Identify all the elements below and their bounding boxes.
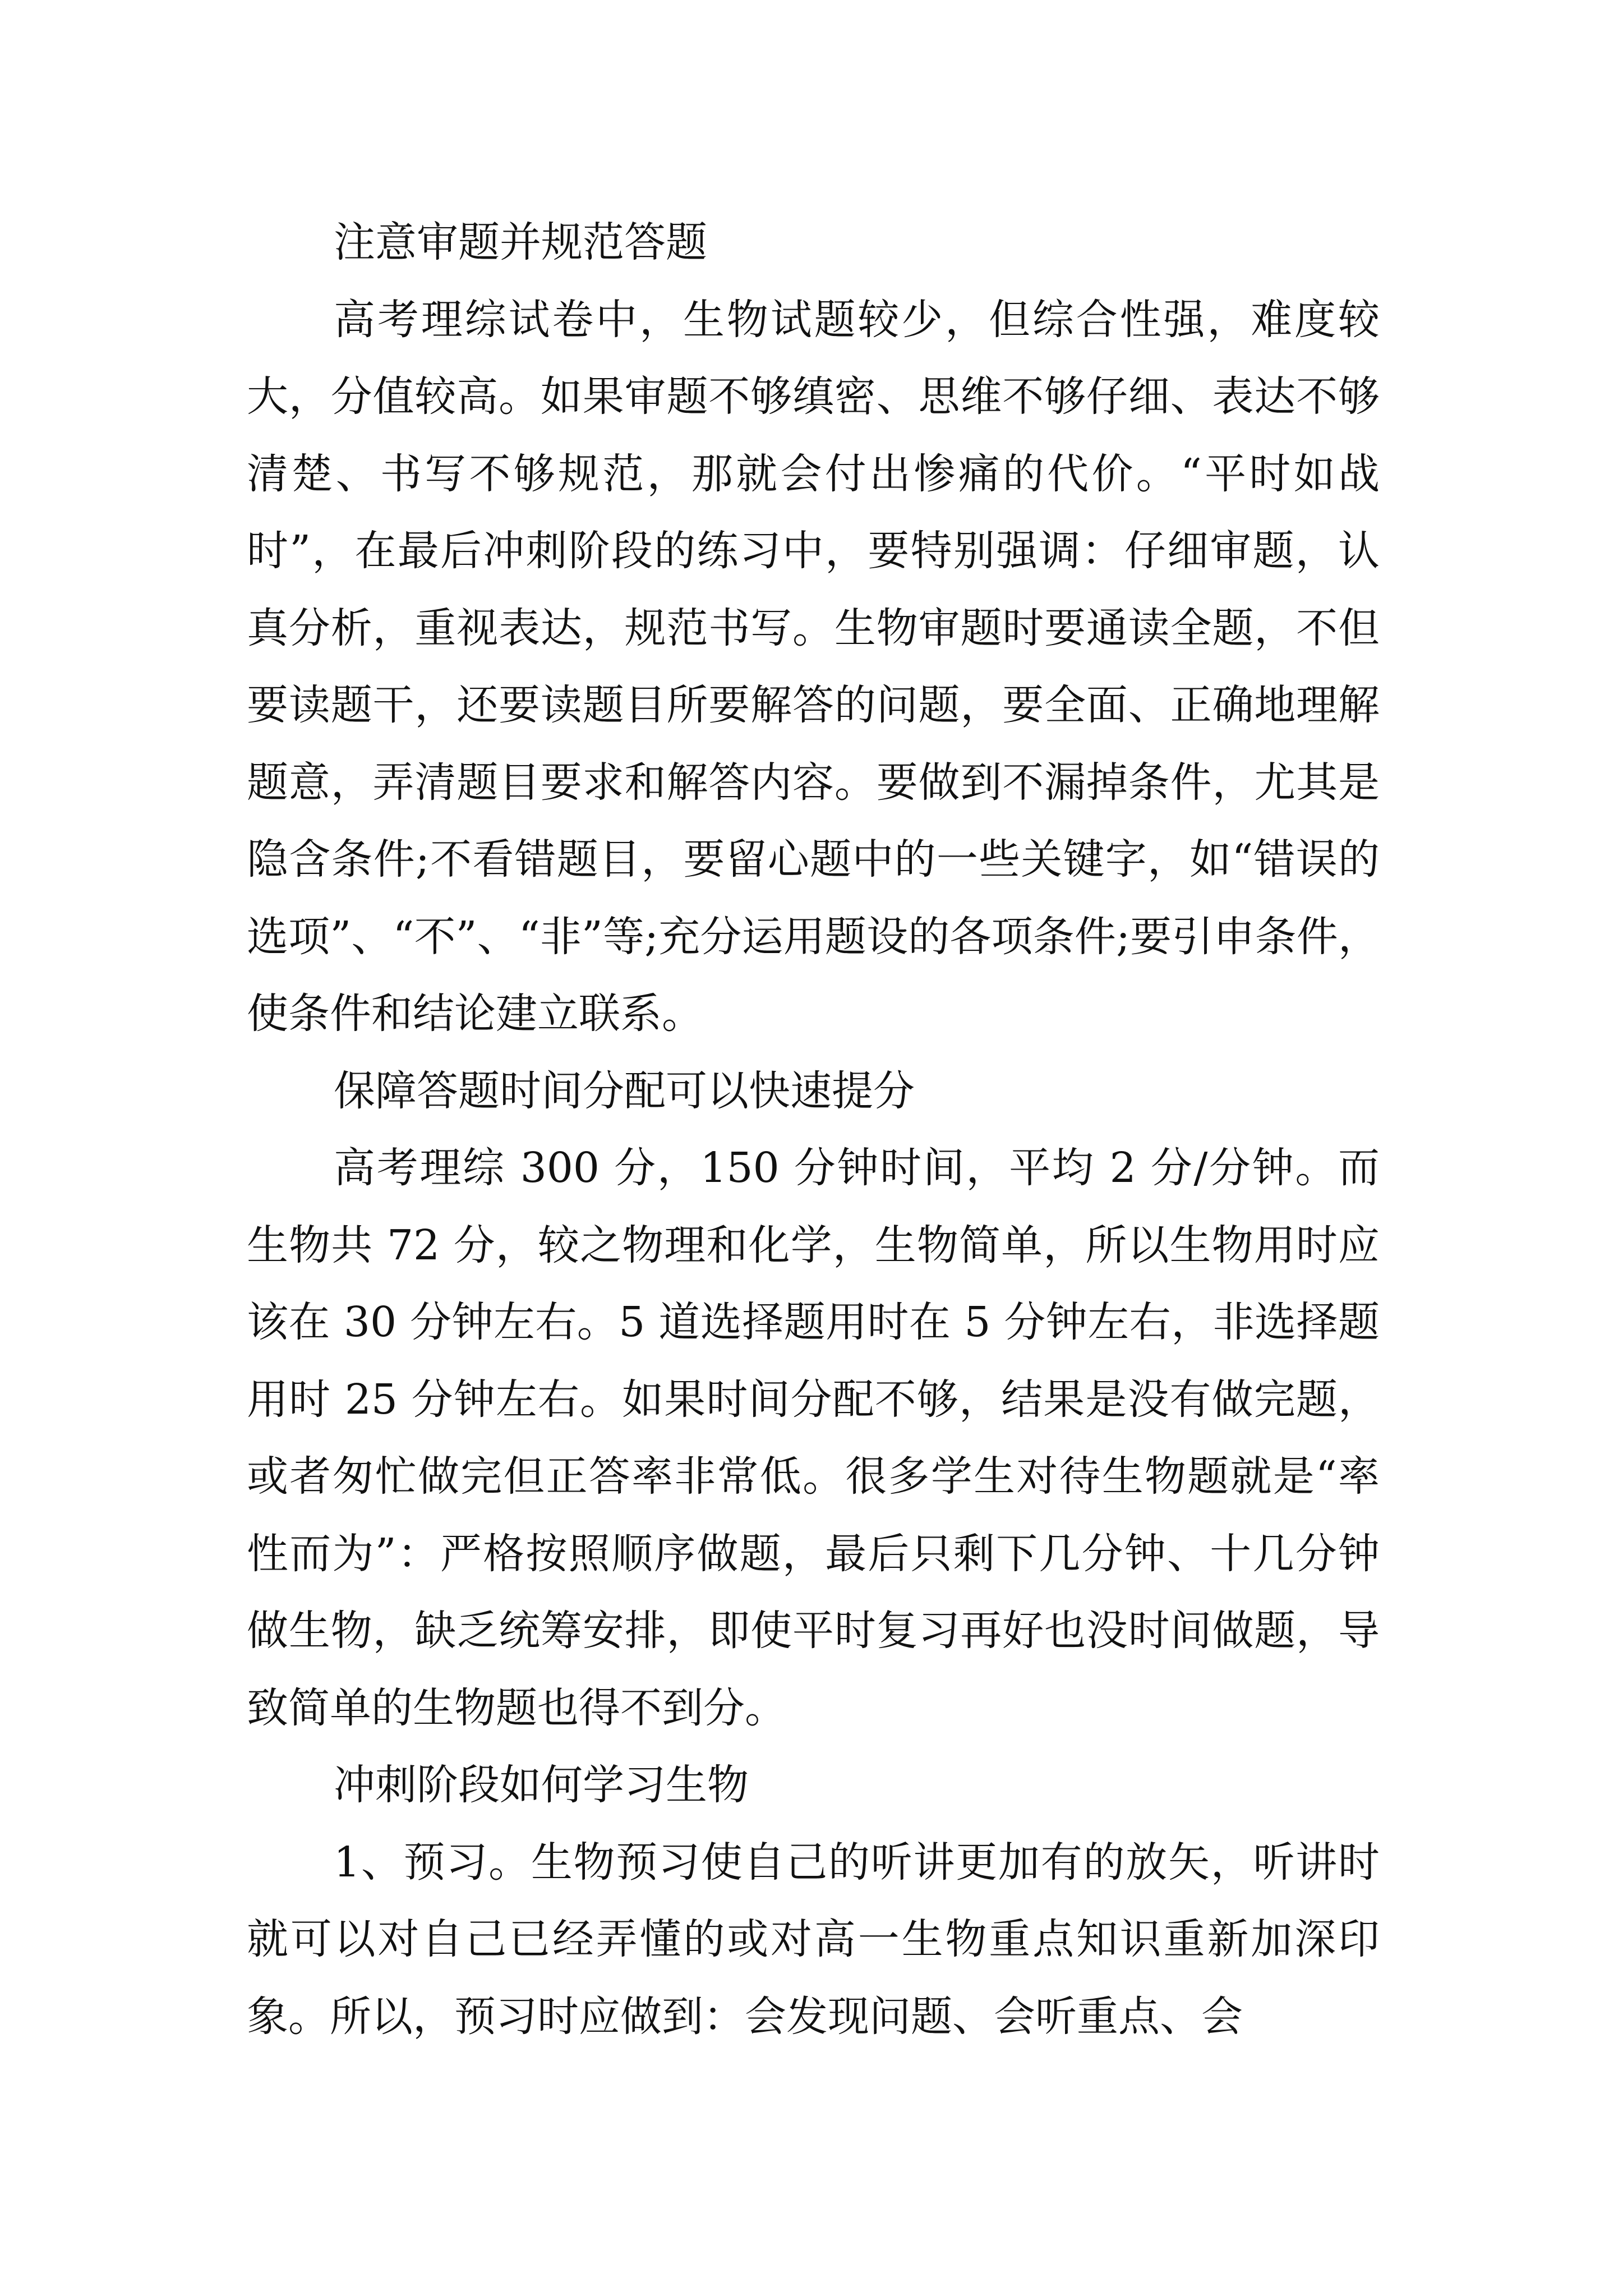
- paragraph-review-questions: 高考理综试卷中，生物试题较少，但综合性强，难度较大，分值较高。如果审题不够缜密、思维不够仔细、表达不够清楚、书写不够规范，那就会付出惨痛的代价。“平时如战时”，在最后冲刺阶段的练习中，要特别强调：仔细审题，认真分析，重视表达，规范书写。生物审题时要通读全题，不但要读题干，还要读题目所要解答的问题，要全面、正确地理解题意，弄清题目要求和解答内容。要做到不漏掉条件，尤其是隐含条件;不看错题目，要留心题中的一些关键字，如“错误的选项”、“不”、“非”等;充分运用题设的各项条件;要引申条件，使条件和结论建立联系。: [247, 295, 1380, 1038]
- document-body: [247, 204, 1380, 2055]
- paragraph-sprint-study: 1、预习。生物预习使自己的听讲更加有的放矢，听讲时就可以对自己已经弄懂的或对高一生物重点知识重新加深印象。所以，预习时应做到：会发现问题、会听重点、会: [247, 1838, 1380, 2041]
- paragraph-time-allocation: 高考理综 300 分，150 分钟时间，平均 2 分/分钟。而生物共 72 分，较之物理和化学，生物简单，所以生物用时应该在 30 分钟左右。5 道选择题用时在 5 分钟左右，非选择题用时 25 分钟左右。如果时间分配不够，结果是没有做完题，或者匆忙做完但正答率非常低。很多学生对待生物题就是“率性而为”：严格按照顺序做题，最后只剩下几分钟、十几分钟做生物，缺乏统筹安排，即使平时复习再好也没时间做题，导致简单的生物题也得不到分。: [247, 1144, 1380, 1732]
- section-heading-sprint-study: 冲刺阶段如何学习生物: [334, 1761, 749, 1809]
- section-heading-review-questions: 注意审题并规范答题: [334, 218, 707, 266]
- section-heading-time-allocation: 保障答题时间分配可以快速提分: [334, 1066, 915, 1115]
